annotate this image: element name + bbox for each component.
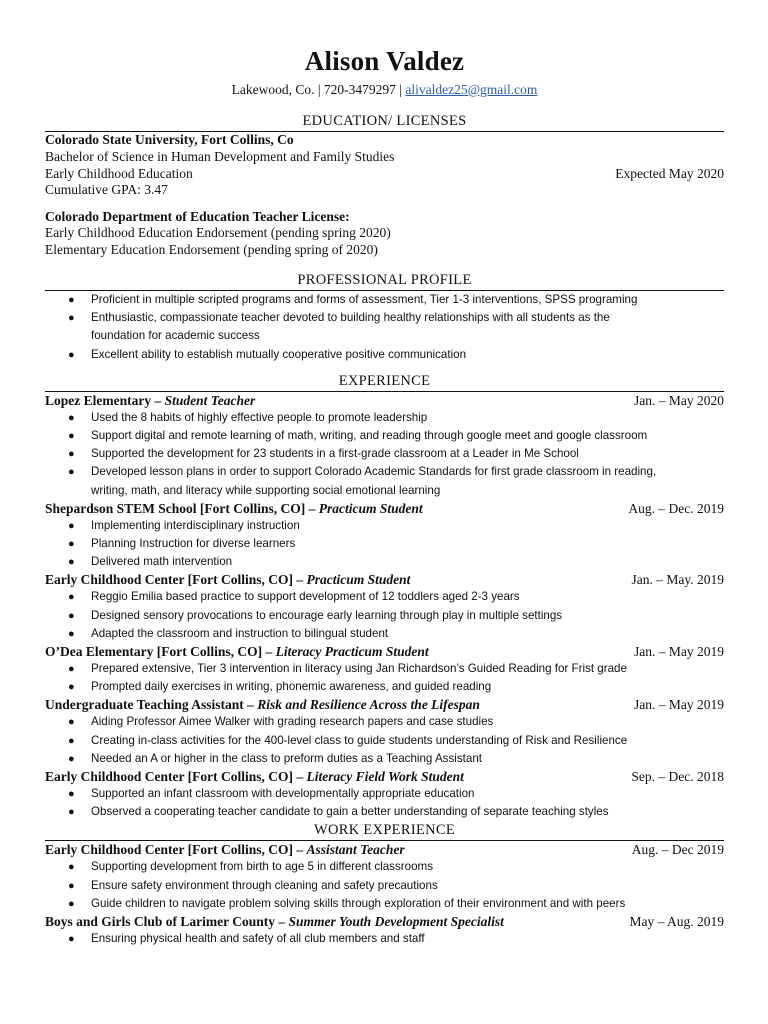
endorsement-2: Elementary Education Endorsement (pending spring of 2020) xyxy=(45,241,378,257)
list-item: ● Delivered math intervention xyxy=(68,555,233,569)
endorsement-1: Early Childhood Education Endorsement (pending spring 2020) xyxy=(45,225,391,240)
experience-bullets xyxy=(45,409,724,500)
candidate-name: Alison Valdez xyxy=(304,46,465,76)
list-item: ● Support digital and remote learning of math, writing, and reading through google meet and google classroom xyxy=(68,429,648,443)
list-item: ● Excellent ability to establish mutually cooperative positive communication xyxy=(68,347,467,361)
education-heading: EDUCATION/ LICENSES xyxy=(302,113,467,129)
expected-date: Expected May 2020 xyxy=(615,166,724,181)
profile-heading: PROFESSIONAL PROFILE xyxy=(297,272,472,288)
list-item: ● Guide children to navigate problem solving skills through exploration of their environment and with peers xyxy=(68,896,626,910)
work-entry-header xyxy=(45,913,724,930)
role: Risk and Resilience Across the Lifespan xyxy=(257,697,480,713)
role: Literacy Field Work Student xyxy=(306,769,464,785)
dates: May – Aug. 2019 xyxy=(629,914,724,930)
dates: Aug. – Dec. 2019 xyxy=(628,500,724,516)
list-item: ● Designed sensory provocations to encourage early learning through play in multiple settings xyxy=(68,608,563,622)
license-title: Colorado Department of Education Teacher License: xyxy=(45,208,350,224)
list-item: ● Reggio Emilia based practice to support development of 12 toddlers aged 2-3 years xyxy=(68,590,520,604)
list-item: ● Supporting development from birth to age 5 in different classrooms xyxy=(68,860,433,874)
organization: Early Childhood Center [Fort Collins, CO] – xyxy=(45,572,307,588)
email-link[interactable]: alivaldez25@gmail.com xyxy=(405,82,538,97)
role: Practicum Student xyxy=(318,500,423,516)
dates: Jan. – May 2020 xyxy=(634,392,724,408)
role: Assistant Teacher xyxy=(306,842,405,858)
experience-bullets xyxy=(45,713,724,768)
list-item: foundation for academic success xyxy=(91,329,260,343)
list-item: ● Supported the development for 23 students in a first-grade classroom at a Leader in Me School xyxy=(68,447,579,461)
list-item: ● Prepared extensive, Tier 3 intervention in literacy using Jan Richardson’s Guided Reading for Frist grade xyxy=(68,662,627,676)
organization: Shepardson STEM School [Fort Collins, CO] – xyxy=(45,500,319,516)
organization: Early Childhood Center [Fort Collins, CO] – xyxy=(45,769,307,785)
dates: Jan. – May 2019 xyxy=(634,697,724,713)
list-item: ● Observed a cooperating teacher candidate to gain a better understanding of separate teaching styles xyxy=(68,805,609,819)
concentration-row xyxy=(45,165,724,182)
list-item: ● Implementing interdisciplinary instruction xyxy=(68,518,300,532)
experience-heading: EXPERIENCE xyxy=(338,372,431,389)
experience-entry-header xyxy=(45,571,724,588)
concentration: Early Childhood Education xyxy=(45,166,193,181)
list-item: ● Proficient in multiple scripted programs and forms of assessment, Tier 1-3 interventions, SPSS programing xyxy=(68,293,638,306)
list-item: ● Supported an infant classroom with developmentally appropriate education xyxy=(68,787,475,801)
list-item: writing, math, and literacy while supporting social emotional learning xyxy=(91,483,441,497)
profile-list xyxy=(45,291,724,364)
degree: Bachelor of Science in Human Development and Family Studies xyxy=(45,148,395,164)
role: Practicum Student xyxy=(306,572,411,588)
work-entry-header xyxy=(45,841,724,858)
role: Student Teacher xyxy=(164,392,256,408)
list-item: ● Creating in-class activities for the 400-level class to guide students understanding of Risk and Resilience xyxy=(68,733,628,747)
experience-entry-header xyxy=(45,392,724,409)
experience-bullets xyxy=(45,660,724,696)
list-item: ● Planning Instruction for diverse learners xyxy=(68,537,296,551)
organization: Boys and Girls Club of Larimer County – xyxy=(45,914,289,930)
list-item: ● Used the 8 habits of highly effective people to promote leadership xyxy=(68,410,428,424)
list-item: ● Aiding Professor Aimee Walker with grading research papers and case studies xyxy=(68,715,494,729)
list-item: ● Prompted daily exercises in writing, phonemic awareness, and guided reading xyxy=(68,680,492,694)
organization: Lopez Elementary – xyxy=(45,392,165,408)
experience-bullets xyxy=(45,588,724,643)
school-name: Colorado State University, Fort Collins, Co xyxy=(45,132,294,147)
organization: Early Childhood Center [Fort Collins, CO] – xyxy=(45,842,307,858)
list-item: ● Ensure safety environment through cleaning and safety precautions xyxy=(68,878,438,892)
contact-text: Lakewood, Co. | 720-3479297 | xyxy=(231,82,406,97)
experience-bullets xyxy=(45,785,724,821)
list-item: ● Enthusiastic, compassionate teacher devoted to building healthy relationships with all students as the xyxy=(68,311,610,325)
dates: Jan. – May. 2019 xyxy=(631,572,724,588)
resume-page xyxy=(45,45,724,948)
experience-bullets xyxy=(45,517,724,572)
work-bullets xyxy=(45,858,724,913)
list-item: ● Needed an A or higher in the class to preform duties as a Teaching Assistant xyxy=(68,751,482,765)
gpa: Cumulative GPA: 3.47 xyxy=(45,182,168,197)
dates: Jan. – May 2019 xyxy=(634,644,724,660)
work-bullets xyxy=(45,930,724,948)
experience-entry-header xyxy=(45,643,724,660)
experience-entry-header xyxy=(45,696,724,713)
experience-entry-header xyxy=(45,768,724,785)
list-item: ● Adapted the classroom and instruction to bilingual student xyxy=(68,626,389,640)
organization: Undergraduate Teaching Assistant – xyxy=(45,697,258,713)
work-experience-heading: WORK EXPERIENCE xyxy=(313,822,456,839)
dates: Aug. – Dec 2019 xyxy=(631,842,724,858)
contact-line xyxy=(45,82,724,98)
experience-entry-header xyxy=(45,500,724,517)
role: Summer Youth Development Specialist xyxy=(288,914,504,930)
dates: Sep. – Dec. 2018 xyxy=(631,769,724,785)
list-item: ● Ensuring physical health and safety of all club members and staff xyxy=(68,932,425,946)
role: Literacy Practicum Student xyxy=(275,644,429,660)
list-item: ● Developed lesson plans in order to support Colorado Academic Standards for first grade classroom in reading, xyxy=(68,465,657,479)
organization: O’Dea Elementary [Fort Collins, CO] – xyxy=(45,644,276,660)
